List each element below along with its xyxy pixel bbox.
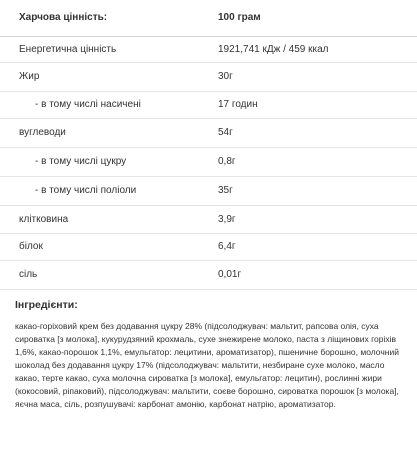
- nutrition-value: 0,8г: [218, 156, 236, 167]
- nutrition-label: - в тому числі насичені: [35, 99, 141, 110]
- nutrition-value: 35г: [218, 185, 233, 196]
- nutrition-row-polyols: [0, 177, 417, 206]
- nutrition-header-label: Харчова цінність:: [19, 12, 108, 23]
- nutrition-label: - в тому числі поліоли: [35, 185, 137, 196]
- nutrition-value: 3,9г: [218, 213, 236, 225]
- nutrition-row-fat: [0, 63, 417, 92]
- nutrition-label: сіль: [19, 269, 38, 280]
- nutrition-value: 0,01г: [218, 269, 242, 280]
- nutrition-label: Жир: [19, 71, 40, 82]
- nutrition-header-value: 100 грам: [218, 12, 261, 23]
- nutrition-label: білок: [19, 241, 43, 252]
- nutrition-label: клітковина: [19, 213, 69, 225]
- nutrition-header-row: [0, 0, 417, 37]
- nutrition-value: 54г: [218, 127, 233, 138]
- ingredients-text: какао-горіховий крем без додавання цукру 28% (підсолоджувач: мальтит, рапсова олія, суха сироватка [з молока], кукурудзяний крохмаль, сухе знежирене молоко, паста з ліщинових горіхів 1,6%, какао-порошок 1,1%, емульгатор: лецитини, ароматизатор), пшеничне борошно, молочний шоколад без додавання цукру 17% (підсолоджувач: мальтити, незбиране сухе молоко, масло какао, терте какао, суха молочна сироватка [з молока], емульгатор: лецитин), рослинні жири (кокосовий, ріпаковий), підсолоджувач: мальтити, соєве борошно, сироватка порошок [з молока], яєчна маса, сіль, розпушувачі: карбонат амонію, карбонат натрію, ароматизатор.: [15, 321, 399, 409]
- nutrition-value: 17 годин: [218, 99, 258, 110]
- nutrition-label: Енергетична цінність: [19, 43, 117, 55]
- nutrition-label: - в тому числі цукру: [35, 156, 127, 167]
- nutrition-value: 30г: [218, 71, 233, 82]
- nutrition-row-energy: [0, 37, 417, 63]
- nutrition-row-protein: [0, 234, 417, 261]
- ingredients-title: Інгредієнти:: [15, 299, 78, 311]
- nutrition-label: вуглеводи: [19, 127, 66, 138]
- nutrition-row-saturated: [0, 92, 417, 119]
- nutrition-value: 6,4г: [218, 241, 236, 252]
- ingredients-section: [15, 298, 410, 411]
- nutrition-row-salt: [0, 261, 417, 290]
- nutrition-row-fiber: [0, 206, 417, 234]
- nutrition-value: 1921,741 кДж / 459 ккал: [218, 43, 329, 55]
- nutrition-row-sugar: [0, 148, 417, 177]
- nutrition-row-carbs: [0, 119, 417, 148]
